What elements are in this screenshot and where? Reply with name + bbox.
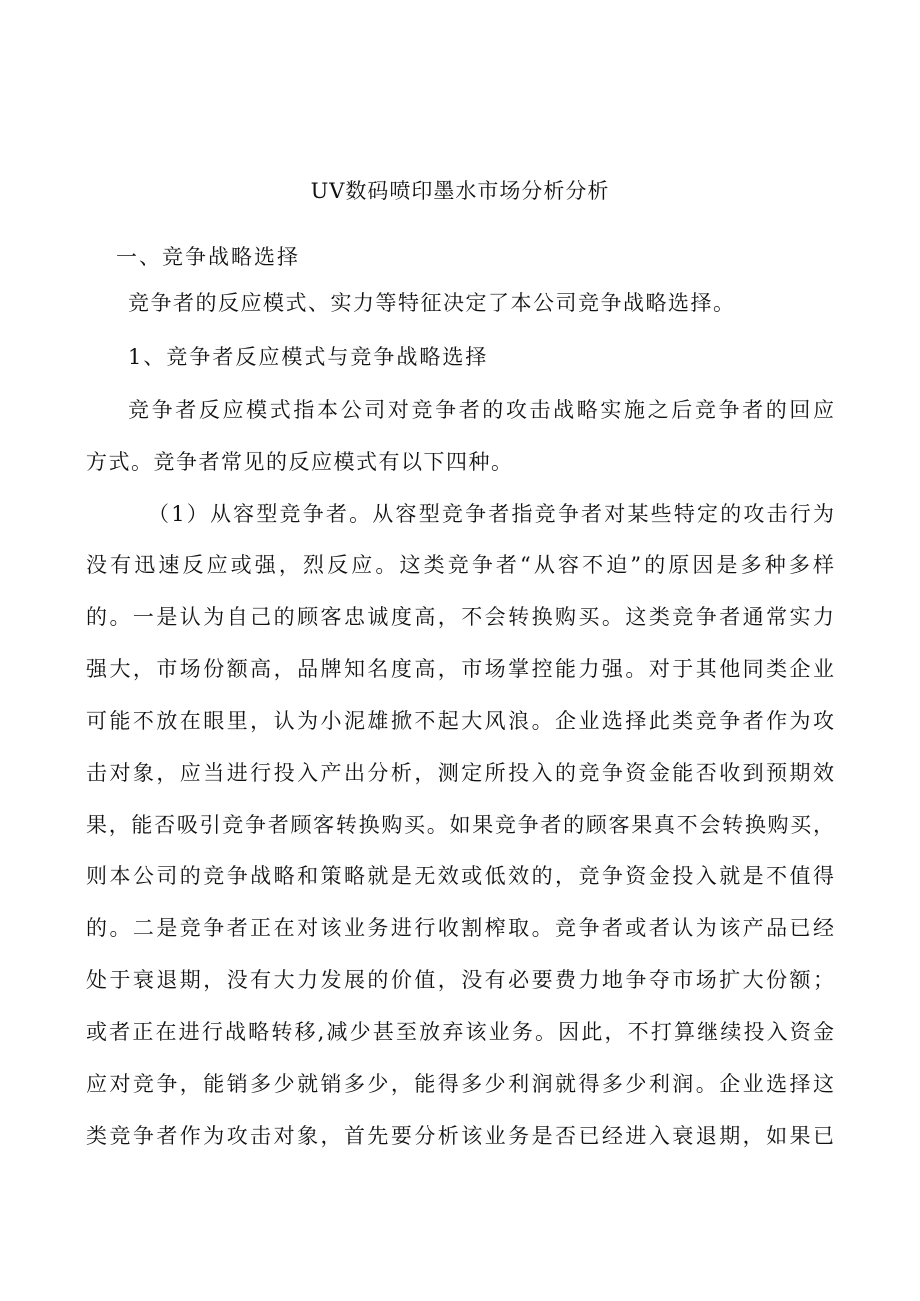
intro-paragraph: 竞争者的反应模式、实力等特征决定了本公司竞争战略选择。 (128, 291, 736, 315)
paragraph-line: 类竞争者作为攻击对象，首先要分析该业务是否已经进入衰退期，如果已 (86, 1124, 834, 1148)
paragraph-line: 的。二是竞争者正在对该业务进行收割榨取。竞争者或者认为该产品已经 (86, 916, 834, 940)
paragraph-line: 果，能否吸引竞争者顾客转换购买。如果竞争者的顾客果真不会转换购买， (86, 813, 834, 837)
paragraph-line: 击对象，应当进行投入产出分析，测定所投入的竞争资金能否收到预期效 (86, 761, 834, 785)
paragraph-line: 应对竞争，能销多少就销多少，能得多少利润就得多少利润。企业选择这 (86, 1072, 834, 1096)
paragraph-line: 可能不放在眼里，认为小泥雄掀不起大风浪。企业选择此类竞争者作为攻 (86, 709, 834, 733)
paragraph-line: 处于衰退期，没有大力发展的价值，没有必要费力地争夺市场扩大份额； (86, 968, 834, 992)
document-title: UV数码喷印墨水市场分析分析 (310, 179, 610, 203)
paragraph-line: 竞争者反应模式指本公司对竞争者的攻击战略实施之后竞争者的回应 (128, 398, 834, 422)
paragraph-line: （1）从容型竞争者。从容型竞争者指竞争者对某些特定的攻击行为 (148, 502, 834, 526)
paragraph-line: 则本公司的竞争战略和策略就是无效或低效的，竞争资金投入就是不值得 (86, 864, 834, 888)
subsection-heading: 1、竞争者反应模式与竞争战略选择 (128, 345, 489, 369)
paragraph-line: 的。一是认为自己的顾客忠诚度高，不会转换购买。这类竞争者通常实力 (86, 605, 834, 629)
paragraph-line: 强大，市场份额高，品牌知名度高，市场掌控能力强。对于其他同类企业 (86, 657, 834, 681)
paragraph-line: 方式。竞争者常见的反应模式有以下四种。 (86, 450, 514, 474)
section-heading: 一、竞争战略选择 (116, 245, 300, 269)
paragraph-line: 没有迅速反应或强，烈反应。这类竞争者“从容不迫”的原因是多种多样 (86, 553, 834, 577)
paragraph-line: 或者正在进行战略转移,减少甚至放弃该业务。因此，不打算继续投入资金 (86, 1020, 834, 1044)
